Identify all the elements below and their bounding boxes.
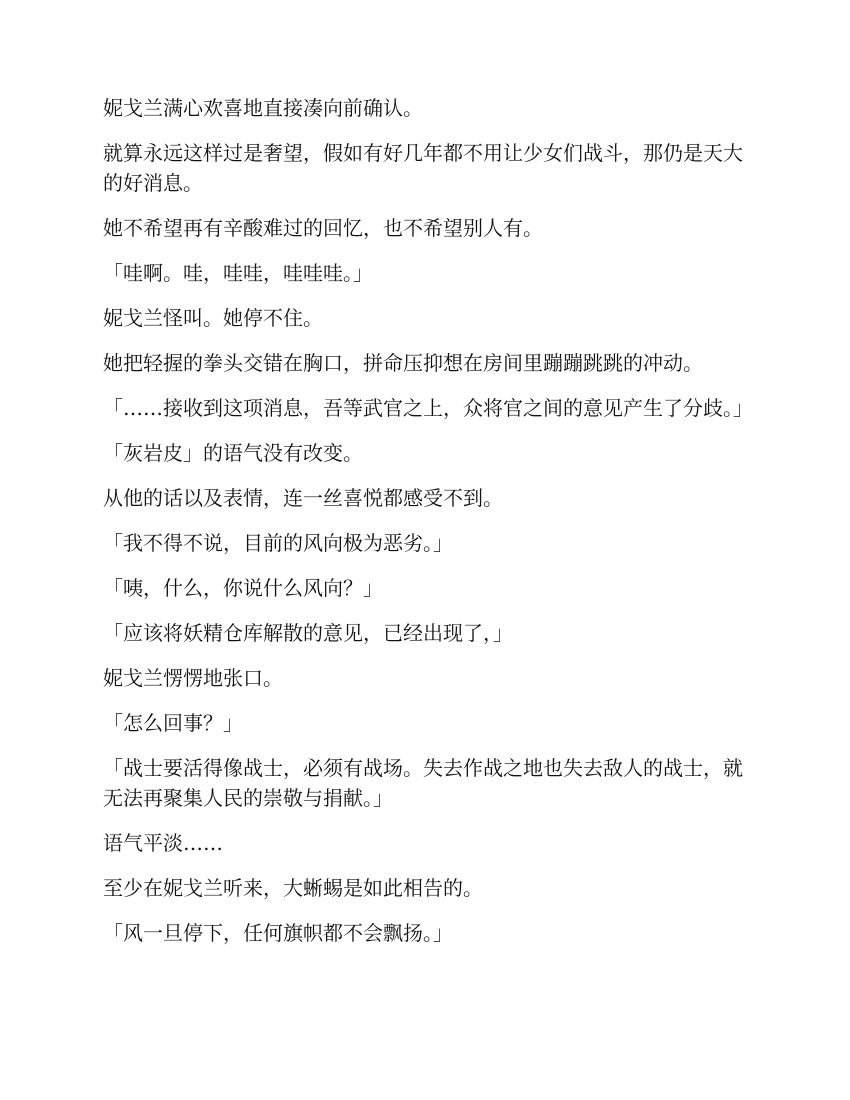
paragraph: 「哇啊。哇，哇哇，哇哇哇。」 [103, 261, 373, 285]
paragraph: 「怎么回事？」 [103, 711, 243, 735]
paragraph: 妮戈兰满心欢喜地直接凑向前确认。 [103, 96, 423, 120]
paragraph: 妮戈兰愣愣地张口。 [103, 666, 283, 690]
paragraph: 就算永远这样过是奢望，假如有好几年都不用让少女们战斗，那仍是天大的好消息。 [103, 141, 743, 195]
paragraph: 「灰岩皮」的语气没有改变。 [103, 441, 363, 465]
paragraph: 妮戈兰怪叫。她停不住。 [103, 306, 323, 330]
paragraph: 语气平淡…… [103, 831, 223, 855]
paragraph: 「风一旦停下，任何旗帜都不会飘扬。」 [103, 921, 453, 945]
text-body [103, 93, 753, 963]
paragraph: 「战士要活得像战士，必须有战场。失去作战之地也失去敌人的战士，就无法再聚集人民的崇敬与捐献。」 [103, 756, 743, 810]
paragraph: 「应该将妖精仓库解散的意见，已经出现了，」 [103, 621, 513, 645]
paragraph: 她把轻握的拳头交错在胸口，拼命压抑想在房间里蹦蹦跳跳的冲动。 [103, 351, 703, 375]
paragraph: 「咦，什么，你说什么风向？」 [103, 576, 383, 600]
paragraph: 至少在妮戈兰听来，大蜥蜴是如此相告的。 [103, 876, 483, 900]
paragraph: 「……接收到这项消息，吾等武官之上，众将官之间的意见产生了分歧。」 [103, 396, 753, 420]
paragraph: 她不希望再有辛酸难过的回忆，也不希望别人有。 [103, 216, 543, 240]
paragraph: 「我不得不说，目前的风向极为恶劣。」 [103, 531, 453, 555]
paragraph: 从他的话以及表情，连一丝喜悦都感受不到。 [103, 486, 503, 510]
